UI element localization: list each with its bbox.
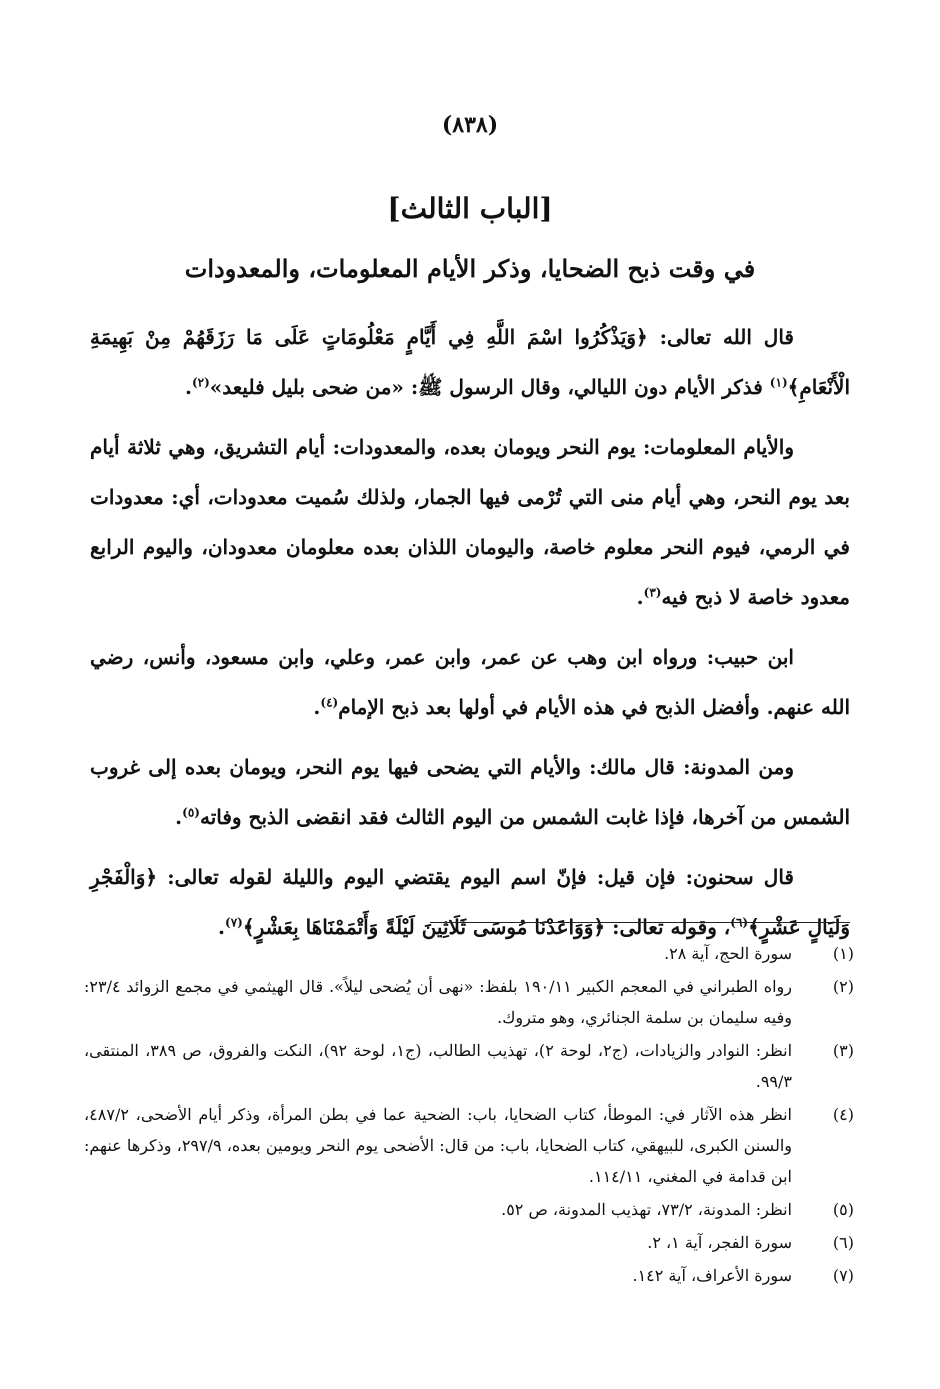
footnote-text: رواه الطبراني في المعجم الكبير ١٩٠/١١ بلفظ: «نهى أن يُضحى ليلاً». قال الهيثمي في مجمع الزوائد ٢٣/٤: وفيه سليمان بن سلمة الجنائري، وهو متروك. [84, 977, 792, 1027]
paragraph-text: . [184, 375, 192, 399]
footnote-text: سورة الفجر، آية ١، ٢. [647, 1233, 792, 1252]
footnote-item [84, 1099, 854, 1192]
footnote-number: (٧) [832, 1266, 854, 1285]
footnote-ref: (٤) [320, 695, 339, 710]
main-text [90, 312, 850, 962]
chapter-title: [الباب الثالث] [387, 192, 553, 225]
paragraph-text: فذكر الأيام دون الليالي، وقال الرسول ﷺ: «من ضحى بليل فليعد» [209, 375, 770, 399]
footnote-text: سورة الأعراف، آية ١٤٢. [632, 1266, 792, 1285]
paragraph-text: ابن حبيب: ورواه ابن وهب عن عمر، وابن عمر، وعلي، وابن مسعود، وأنس، رضي الله عنهم. وأفضل الذبح في هذه الأيام في أولها بعد ذبح الإمام [90, 645, 850, 719]
paragraph-text: . [218, 915, 226, 939]
paragraph-mudawwana [90, 742, 850, 842]
footnote-ref: (٥) [182, 805, 200, 820]
footnote-item [84, 938, 854, 969]
footnote-divider [430, 922, 850, 923]
footnote-ref: (٣) [643, 585, 662, 600]
paragraph-text: . [313, 695, 321, 719]
paragraph-sahnun [90, 852, 850, 952]
footnote-number: (١) [832, 944, 854, 963]
paragraph-text: قال سحنون: فإن قيل: فإنّ اسم اليوم يقتضي اليوم والليلة لقوله تعالى: ﴿وَالْفَجْرِ وَلَيَالٍ عَشْرٍ﴾ [90, 865, 850, 939]
footnote-ref: (١) [769, 375, 788, 390]
paragraph-text: . [175, 805, 183, 829]
footnote-item [84, 1035, 854, 1097]
paragraph-ibn-habib [90, 632, 850, 732]
paragraph-text: . [636, 585, 644, 609]
footnote-text: انظر: المدونة، ٧٣/٢، تهذيب المدونة، ص ٥٢. [501, 1200, 792, 1219]
page-number: (٨٣٨) [441, 112, 499, 138]
footnotes [84, 938, 854, 1293]
paragraph-text: قال الله تعالى: ﴿وَيَذْكُرُوا اسْمَ اللَّهِ فِي أَيَّامٍ مَعْلُومَاتٍ عَلَى مَا رَزَقَهُمْ مِنْ بَهِيمَةِ الْأَنْعَامِ﴾ [90, 325, 850, 399]
paragraph-text: والأيام المعلومات: يوم النحر ويومان بعده، والمعدودات: أيام التشريق، وهي ثلاثة أيام بعد يوم النحر، وهي أيام منى التي تُرْمى فيها الجمار، ولذلك سُميت معدودات، أي: معدودات في الرمي، فيوم النحر معلوم خاصة، واليومان اللذان بعده معلومان معدودان، واليوم الرابع معدود خاصة لا ذبح فيه [90, 435, 850, 609]
footnote-number: (٣) [832, 1041, 854, 1060]
footnote-text: سورة الحج، آية ٢٨. [664, 944, 792, 963]
footnote-ref: (٢) [191, 375, 210, 390]
footnote-number: (٥) [832, 1200, 854, 1219]
paragraph-text: ، وقوله تعالى: ﴿وَوَاعَدْنَا مُوسَى ثَلَاثِينَ لَيْلَةً وَأَتْمَمْنَاهَا بِعَشْرٍ﴾ [242, 915, 731, 939]
footnote-number: (٤) [832, 1105, 854, 1124]
paragraph-quran-verse [90, 312, 850, 412]
footnote-number: (٦) [832, 1233, 854, 1252]
footnote-text: انظر هذه الآثار في: الموطأ، كتاب الضحايا، باب: الضحية عما في بطن المرأة، وذكر أيام الأضحى، ٤٨٧/٢، والسنن الكبرى، للبيهقي، كتاب الضحايا، باب: من قال: الأضحى يوم النحر ويومين بعده، ٢٩٧/٩، وذكرها عنهم: ابن قدامة في المغني، ١١٤/١١. [84, 1105, 793, 1186]
footnote-item [84, 1260, 854, 1291]
footnote-item [84, 971, 854, 1033]
paragraph-days-definition [90, 422, 850, 622]
chapter-subtitle: في وقت ذبح الضحايا، وذكر الأيام المعلومات، والمعدودات [184, 254, 756, 283]
footnote-number: (٢) [832, 977, 854, 996]
footnote-ref: (٦) [730, 915, 749, 930]
footnote-ref: (٧) [225, 915, 243, 930]
paragraph-text: ومن المدونة: قال مالك: والأيام التي يضحى فيها يوم النحر، ويومان بعده إلى غروب الشمس من آخرها، فإذا غابت الشمس من اليوم الثالث فقد انقضى الذبح وفاته [90, 755, 850, 829]
footnote-text: انظر: النوادر والزيادات، (ج٢، لوحة ٢)، تهذيب الطالب، (ج١، لوحة ٩٢)، النكت والفروق، ص ٣٨٩، المنتقى، ٩٩/٣. [84, 1041, 793, 1091]
footnote-item [84, 1227, 854, 1258]
footnote-item [84, 1194, 854, 1225]
